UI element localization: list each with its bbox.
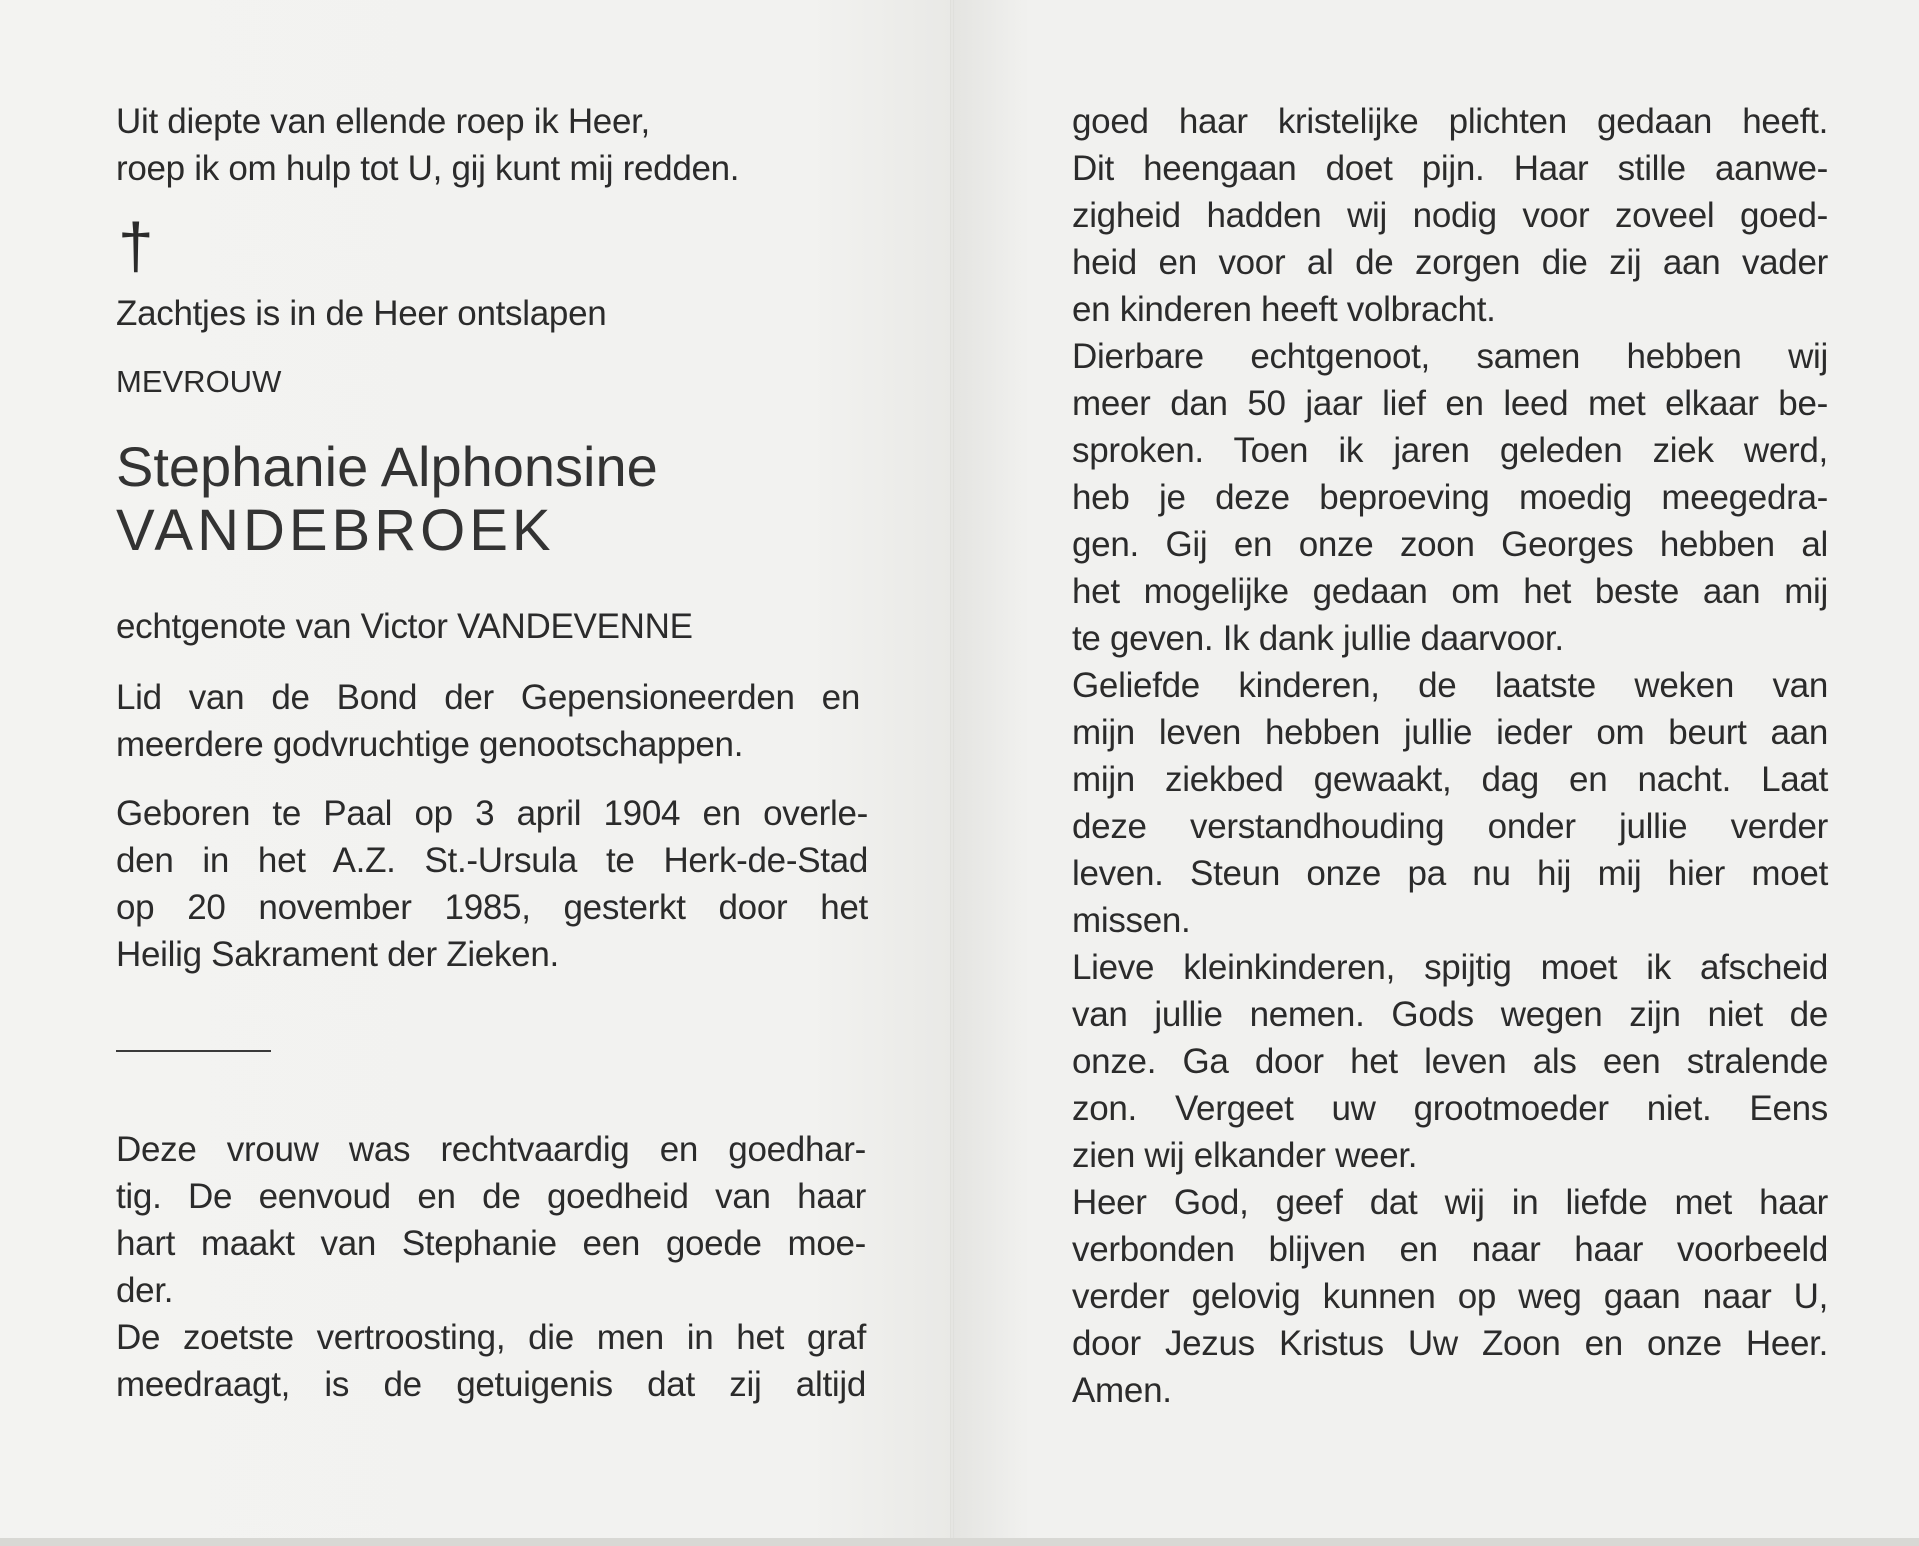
- spouse-text: echtgenote van Victor VANDEVENNE: [116, 607, 693, 646]
- prayer-line: roep ik om hulp tot U, gij kunt mij redden.: [116, 149, 740, 188]
- paragraph-line: gen. Gij en onze zoon Georges hebben al: [1072, 525, 1828, 564]
- paragraph-line: Heer God, geef dat wij in liefde met haar: [1072, 1183, 1828, 1222]
- cross-icon: †: [118, 210, 154, 282]
- paragraph-line: Geboren te Paal op 3 april 1904 en overle-: [116, 794, 868, 833]
- birth-death-paragraph: [116, 790, 868, 978]
- paragraph-line: Heilig Sakrament der Zieken.: [116, 935, 559, 974]
- paragraph-line: zon. Vergeet uw grootmoeder niet. Eens: [1072, 1089, 1828, 1128]
- paragraph-line: den in het A.Z. St.-Ursula te Herk-de-Stad: [116, 841, 868, 880]
- paragraph-line: mijn ziekbed gewaakt, dag en nacht. Laat: [1072, 760, 1828, 799]
- paragraph-line: onze. Ga door het leven als een stralende: [1072, 1042, 1828, 1081]
- card-fold: [950, 0, 954, 1546]
- paragraph-line: op 20 november 1985, gesterkt door het: [116, 888, 868, 927]
- paragraph-line: verder gelovig kunnen op weg gaan naar U,: [1072, 1277, 1828, 1316]
- paragraph-line: heid en voor al de zorgen die zij aan vader: [1072, 243, 1828, 282]
- intro-text: Zachtjes is in de Heer ontslapen: [116, 294, 607, 333]
- deceased-first-names: Stephanie Alphonsine: [116, 435, 658, 498]
- paragraph-line: van jullie nemen. Gods wegen zijn niet de: [1072, 995, 1828, 1034]
- divider-line: [116, 1050, 271, 1052]
- paragraph-line: sproken. Toen ik jaren geleden ziek werd,: [1072, 431, 1828, 470]
- paragraph-line: leven. Steun onze pa nu hij mij hier moet: [1072, 854, 1828, 893]
- paragraph-line: Dit heengaan doet pijn. Haar stille aanwe-: [1072, 149, 1828, 188]
- paragraph-line: het mogelijke gedaan om het beste aan mij: [1072, 572, 1828, 611]
- paragraph-line: Amen.: [1072, 1371, 1172, 1410]
- deceased-surname: VANDEBROEK: [116, 498, 555, 563]
- paragraph-line: meerdere godvruchtige genootschappen.: [116, 725, 744, 764]
- paragraph-line: Lieve kleinkinderen, spijtig moet ik afscheid: [1072, 948, 1828, 987]
- card-bottom-edge: [0, 1538, 1919, 1546]
- paragraph-line: hart maakt van Stephanie een goede moe-: [116, 1224, 866, 1263]
- left-column: [116, 98, 868, 1408]
- paragraph-line: goed haar kristelijke plichten gedaan heeft.: [1072, 102, 1828, 141]
- paragraph-line: meer dan 50 jaar lief en leed met elkaar be-: [1072, 384, 1828, 423]
- paragraph-line: door Jezus Kristus Uw Zoon en onze Heer.: [1072, 1324, 1828, 1363]
- paragraph-line: tig. De eenvoud en de goedheid van haar: [116, 1177, 866, 1216]
- prayer-verse: [116, 98, 868, 192]
- paragraph-line: zien wij elkander weer.: [1072, 1136, 1418, 1175]
- paragraph-line: Dierbare echtgenoot, samen hebben wij: [1072, 337, 1828, 376]
- tribute-paragraph: [116, 1126, 866, 1408]
- paragraph-line: deze verstandhouding onder jullie verder: [1072, 807, 1828, 846]
- paragraph-line: verbonden blijven en naar haar voorbeeld: [1072, 1230, 1828, 1269]
- paragraph-line: Deze vrouw was rechtvaardig en goedhar-: [116, 1130, 866, 1169]
- paragraph-line: zigheid hadden wij nodig voor zoveel goed-: [1072, 196, 1828, 235]
- title-mevrouw: MEVROUW: [116, 364, 282, 399]
- membership-paragraph: [116, 674, 860, 768]
- paragraph-line: en kinderen heeft volbracht.: [1072, 290, 1496, 329]
- paragraph-line: Lid van de Bond der Gepensioneerden en: [116, 678, 860, 717]
- paragraph-line: te geven. Ik dank jullie daarvoor.: [1072, 619, 1564, 658]
- paragraph-line: der.: [116, 1271, 174, 1310]
- right-column: [1072, 98, 1828, 1414]
- paragraph-line: meedraagt, is de getuigenis dat zij altijd: [116, 1365, 866, 1404]
- paragraph-line: Geliefde kinderen, de laatste weken van: [1072, 666, 1828, 705]
- paragraph-line: missen.: [1072, 901, 1191, 940]
- paragraph-line: mijn leven hebben jullie ieder om beurt aan: [1072, 713, 1828, 752]
- prayer-line: Uit diepte van ellende roep ik Heer,: [116, 102, 650, 141]
- paragraph-line: heb je deze beproeving moedig meegedra-: [1072, 478, 1828, 517]
- paragraph-line: De zoetste vertroosting, die men in het graf: [116, 1318, 866, 1357]
